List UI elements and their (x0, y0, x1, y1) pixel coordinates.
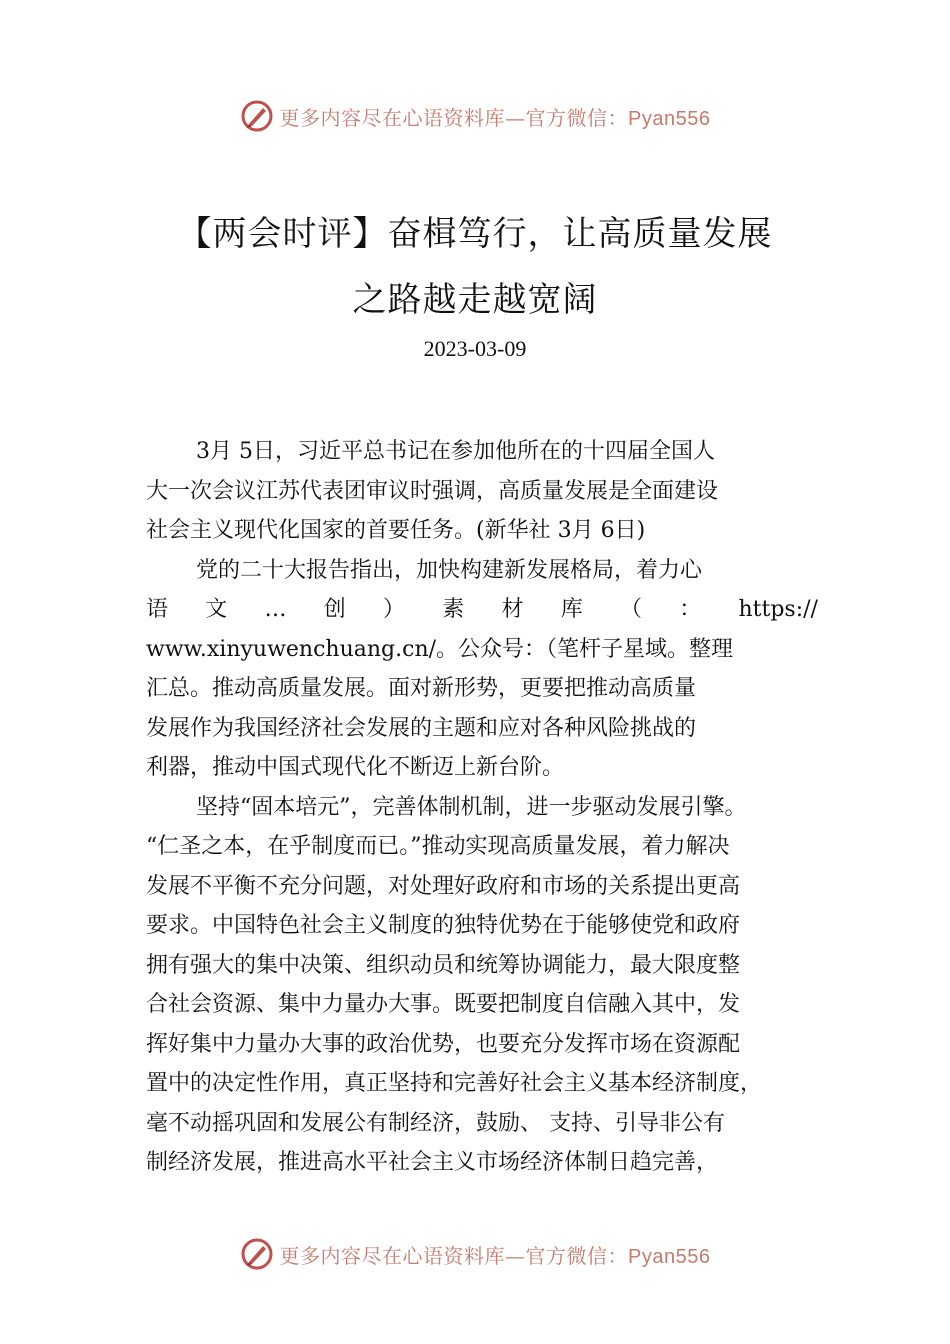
body-line: 合社会资源、集中力量办大事。既要把制度自信融入其中，发 (146, 992, 741, 1017)
body-line: 拥有强大的集中决策、组织动员和统筹协调能力，最大限度整 (146, 952, 741, 978)
body-line: 置中的决定性作用，真正坚持和完善好社会主义基本经济制度， (146, 1071, 763, 1096)
wechat-id: Pyan556 (628, 107, 711, 130)
watermark-text: 更多内容尽在心语资料库—官方微信：Pyan556 (279, 1243, 711, 1268)
body-line-justified: 语 文 … 创 ） 素 材 库 （ ： https:// (146, 597, 818, 622)
body-line: 要求。中国特色社会主义制度的独特优势在于能够使党和政府 (146, 913, 741, 938)
article-body (146, 432, 818, 1183)
red-pen-seal-logo-icon (240, 1237, 274, 1271)
body-line: www.xinyuwenchuang.cn/。公众号：（笔杆子星域。整理 (146, 636, 734, 662)
body-line: 党的二十大报告指出，加快构建新发展格局，着力心 (196, 557, 703, 583)
article-date: 2023-03-09 (423, 336, 527, 361)
body-line: “仁圣之本，在乎制度而已。”推动实现高质量发展，着力解决 (146, 834, 730, 859)
body-line: 制经济发展，推进高水平社会主义市场经济体制日趋完善， (146, 1150, 719, 1175)
body-line: 大一次会议江苏代表团审议时强调，高质量发展是全面建设 (146, 478, 719, 504)
body-line: 汇总。推动高质量发展。面对新形势，更要把推动高质量 (146, 676, 697, 701)
watermark-banner-top (0, 96, 950, 136)
body-line: 挥好集中力量办大事的政治优势，也要充分发挥市场在资源配 (146, 1031, 741, 1057)
body-line: 发展不平衡不充分问题，对处理好政府和市场的关系提出更高 (146, 873, 741, 899)
red-pen-seal-logo-icon (240, 99, 274, 133)
body-line: 社会主义现代化国家的首要任务。(新华社 3月 6日) (146, 518, 646, 543)
article-title-line-2: 之路越走越宽阔 (352, 280, 598, 320)
body-line: 3月 5日，习近平总书记在参加他所在的十四届全国人 (196, 439, 715, 464)
body-line: 利器，推动中国式现代化不断迈上新台阶。 (146, 755, 565, 780)
watermark-text: 更多内容尽在心语资料库—官方微信：Pyan556 (279, 105, 711, 130)
body-line: 坚持“固本培元”，完善体制机制，进一步驱动发展引擎。 (196, 794, 747, 820)
wechat-id: Pyan556 (628, 1245, 711, 1268)
article-title-line-1: 【两会时评】奋楫笃行，让高质量发展 (177, 214, 773, 254)
body-line: 毫不动摇巩固和发展公有制经济，鼓励、 支持、引导非公有 (146, 1110, 725, 1136)
watermark-banner-bottom (0, 1234, 950, 1274)
body-line: 发展作为我国经济社会发展的主题和应对各种风险挑战的 (146, 715, 697, 741)
